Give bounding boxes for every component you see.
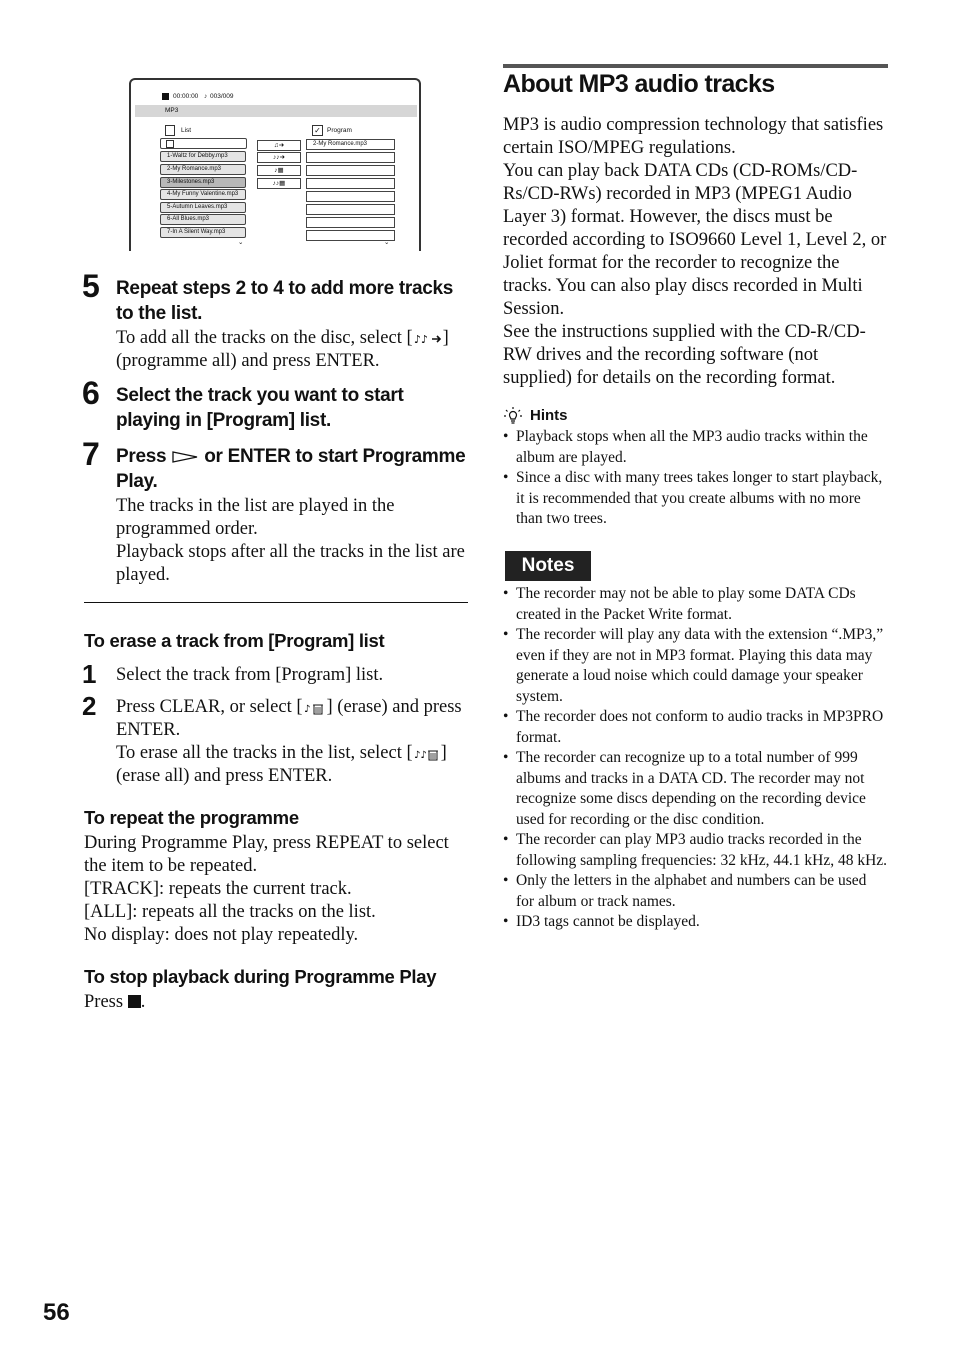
list-folder-icon [165,125,175,136]
erase-all-icon [413,747,441,761]
step-text: The tracks in the list are played in the programmed order. [116,496,395,539]
play-icon [171,450,199,464]
note-item: • The recorder may not be able to play some DATA CDs created in the Packet Write format. [503,584,888,625]
step-text: Playback stops after all the tracks in the list are played. [116,542,465,585]
repeat-line: [TRACK]: repeats the current track. [84,879,352,899]
lightbulb-icon [503,406,523,424]
svg-text:♪♪: ♪♪ [413,332,428,346]
repeat-line: [ALL]: repeats all the tracks on the list. [84,902,376,922]
list-item[interactable]: 4-My Funny Valentine.mp3 [160,189,246,200]
hints-title: Hints [530,407,568,424]
stop-icon [128,995,141,1008]
about-body [503,114,891,390]
program-item[interactable] [306,191,395,202]
program-check-icon: ✓ [312,125,323,136]
repeat-body [84,832,468,947]
track-counter: 003/009 [210,93,234,100]
stop-text: Press [84,992,124,1012]
repeat-line: During Programme Play, press REPEAT to select the item to be repeated. [84,833,449,876]
note-item: • The recorder can recognize up to a total number of 999 albums and tracks in a DATA CD. The recorder may not recognize some discs depending on the recording device used for recording or the disc condition. [503,748,888,830]
program-item[interactable] [306,217,395,228]
step-heading: Repeat steps 2 to 4 to add more tracks to the list. [116,278,454,324]
programme-all-icon [413,332,443,346]
program-item[interactable] [306,178,395,189]
list-item[interactable]: 1-Waltz for Debby.mp3 [160,151,246,162]
list-item[interactable]: 7-In A Silent Way.mp3 [160,227,246,238]
svg-text:♪♪: ♪♪ [413,749,427,761]
program-item[interactable] [306,230,395,241]
mp3-label: MP3 [165,107,179,114]
stop-status-icon [162,93,169,100]
stop-section-title: To stop playback during Programme Play [84,966,437,987]
parent-folder-icon [166,140,174,148]
erase-step-text: ] (erase) and press ENTER. [116,697,462,740]
page-number: 56 [43,1299,70,1326]
step-heading [116,444,466,494]
hint-item: • Since a disc with many trees takes longer to start playback, it is recommended that you create albums with no more than two trees. [503,468,888,530]
note-item: • The recorder will play any data with the extension “.MP3,” even if they are not in MP3 format. Playing this data may generate a loud noise which could damage your speaker system. [503,625,888,707]
notes-list [503,584,888,933]
erase-all-button[interactable]: ♪♪▦ [257,178,301,189]
note-icon: ♪ [204,93,208,100]
list-item[interactable]: 2-My Romance.mp3 [160,164,246,175]
hints-list [503,427,888,530]
erase-step-text: ] (erase all) and press ENTER. [116,743,447,786]
scroll-down-icon[interactable]: ⌄ [238,239,244,246]
note-item: • ID3 tags cannot be displayed. [503,912,888,933]
note-item: • The recorder can play MP3 audio tracks recorded in the following sampling frequencies: 32 kHz, 44.1 kHz, 48 kHz. [503,830,888,871]
list-item[interactable]: 3-Milestones.mp3 [160,177,246,188]
parent-folder-item[interactable] [160,138,247,149]
program-label: Program [327,127,352,134]
note-item: • Only the letters in the alphabet and numbers can be used for album or track names. [503,871,888,912]
stop-text: . [140,992,146,1012]
about-paragraph: MP3 is audio compression technology that satisfies certain ISO/MPEG regulations. [503,115,884,158]
erase-icon [303,701,327,715]
stop-body [84,991,145,1014]
list-item[interactable]: 5-Autumn Leaves.mp3 [160,202,246,213]
step-heading-text: Press [116,446,167,467]
svg-text:♪: ♪ [303,703,310,715]
step-number: 2 [82,691,97,721]
step-body [116,495,468,587]
hint-item: • Playback stops when all the MP3 audio tracks within the album are played. [503,427,888,468]
step-number: 7 [82,436,100,472]
program-item[interactable] [306,165,395,176]
step-text: To add all the tracks on the disc, select [ [116,328,413,348]
about-paragraph: You can play back DATA CDs (CD-ROMs/CD-Rs/CD-RWs) recorded in MP3 (MPEG1 Audio Layer 3) format. However, the discs must be recorded according to ISO9660 Level 1, Level 2, or Joliet format for the recorder to recognize the tracks. You can also play discs recorded in Multi Session. [503,161,887,319]
step-heading-text: or ENTER to start Programme Play. [116,446,466,492]
erase-step-text: Press CLEAR, or select [ [116,697,303,717]
list-label: List [181,127,192,134]
program-item[interactable] [306,204,395,215]
step-heading: Select the track you want to start playing in [Program] list. [116,385,404,431]
step-text: ] (programme all) and press ENTER. [116,328,449,371]
notes-title: Notes [521,555,575,576]
erase-step-body [116,696,468,788]
add-track-button[interactable]: ♫➜ [257,140,301,151]
time-readout: 00:00:00 [173,93,199,100]
mp3-bar [135,105,417,117]
program-item[interactable]: 2-My Romance.mp3 [306,139,395,150]
erase-step-text: Select the track from [Program] list. [116,665,384,685]
erase-button[interactable]: ♪▦ [257,165,301,176]
list-item[interactable]: 6-All Blues.mp3 [160,214,246,225]
about-paragraph: See the instructions supplied with the CD-R/CD-RW drives and the recording software (not supplied) for details on the recording format. [503,322,866,388]
step-number: 1 [82,659,97,689]
mp3-program-screen [129,78,421,251]
section-divider [84,602,468,603]
step-body [116,327,468,373]
erase-step-text: To erase all the tracks in the list, select [ [116,743,413,763]
notes-badge [505,551,591,581]
add-all-button[interactable]: ♪♪➜ [257,152,301,163]
step-number: 5 [82,268,100,304]
step-number: 6 [82,375,100,411]
repeat-line: No display: does not play repeatedly. [84,925,359,945]
page-title: About MP3 audio tracks [503,70,775,98]
program-item[interactable] [306,152,395,163]
erase-section-title: To erase a track from [Program] list [84,630,385,651]
repeat-section-title: To repeat the programme [84,807,299,828]
note-item: • The recorder does not conform to audio tracks in MP3PRO format. [503,707,888,748]
program-scroll-icon[interactable]: ⌄ [384,239,390,246]
